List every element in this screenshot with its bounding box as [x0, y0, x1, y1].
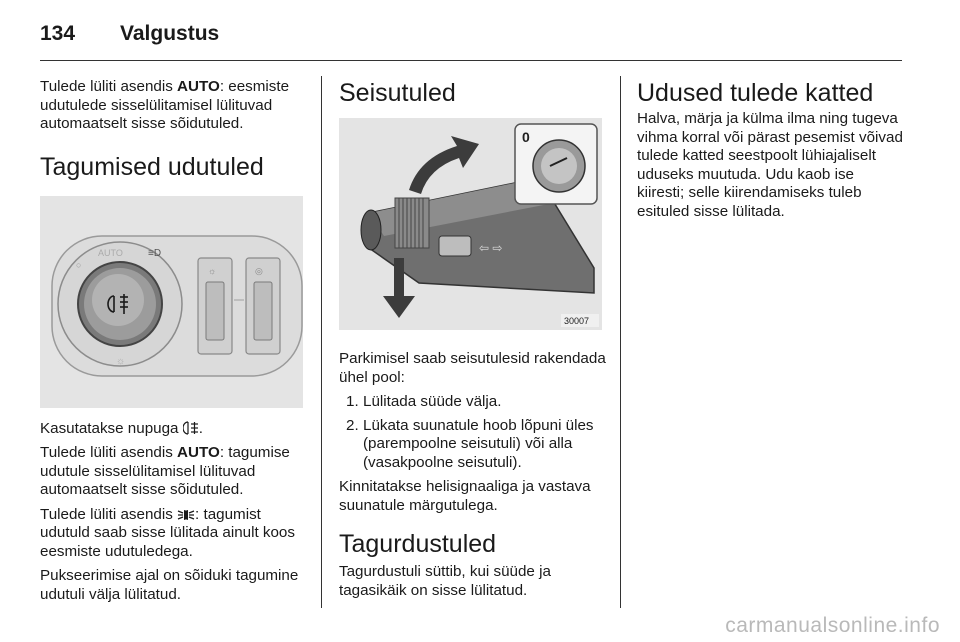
- light-switch-figure: [40, 196, 303, 408]
- svg-text:○: ○: [76, 259, 82, 270]
- list-item: 1. Lülitada süüde välja.: [346, 393, 502, 410]
- section-heading-fogged-covers: Udused tulede katted: [637, 79, 874, 107]
- svg-text:◎: ◎: [255, 265, 263, 276]
- paragraph-towing: Pukseerimise ajal on sõiduki tagumine udutuli välja lülitatud.: [40, 567, 299, 603]
- paragraph-reversing: Tagurdustuli süttib, kui süüde ja tagasikäik on sisse lülitatud.: [339, 563, 551, 599]
- section-heading-rear-fog: Tagumised udutuled: [40, 152, 264, 181]
- column-right: [637, 78, 905, 227]
- section-heading-reversing-lights: Tagurdustuled: [339, 530, 497, 558]
- side-light-icon: [177, 509, 195, 521]
- paragraph-sidelight: Tulede lüliti asendis : tagumist udutuld saab sisse lülitada ainult koos eesmiste udutuledega.: [40, 505, 295, 560]
- turn-signal-lever-figure: [339, 118, 602, 330]
- column-left: [40, 78, 308, 610]
- paragraph-parking-intro: Parkimisel saab seisutulesid rakendada ühel pool:: [339, 350, 606, 386]
- list-item: 2. Lükata suunatule hoob lõpuni üles (parempoolne seisutuli) või alla (vasakpoolne seisutuli).: [346, 416, 594, 471]
- column-middle: [339, 78, 607, 606]
- dial-auto-label: AUTO: [98, 247, 123, 258]
- svg-text:☼: ☼: [208, 265, 217, 276]
- section-heading-parking-lights: Seisutuled: [339, 79, 456, 107]
- paragraph-fogged-covers: Halva, märja ja külma ilma ning tugeva vihma korral või pärast pesemist võivad tulede katted seestpoolt lühiajaliselt uduseks muutuda. Udu kaob ise kiiresti; selle kiirendamiseks tuleb esituled sisse lülitada.: [637, 110, 903, 220]
- svg-text:≡D: ≡D: [148, 247, 162, 259]
- column-divider-2: [620, 76, 621, 608]
- parking-steps-list: [339, 393, 607, 472]
- page-header: [40, 18, 920, 62]
- header-divider: [40, 60, 902, 61]
- inset-zero-label: 0: [522, 129, 530, 145]
- column-divider-1: [321, 76, 322, 608]
- svg-text:⇦ ⇨: ⇦ ⇨: [479, 241, 503, 255]
- chapter-title: Valgustus: [120, 22, 220, 45]
- page-number: 134: [40, 22, 76, 45]
- svg-text:☼: ☼: [116, 355, 126, 367]
- paragraph-button: Kasutatakse nupuga .: [40, 419, 203, 437]
- paragraph-auto-front-fog: Tulede lüliti asendis AUTO: eesmiste udutulede sisselülitamisel lülituvad automaatselt sisse sõidutuled.: [40, 78, 290, 132]
- figure-number: 30007: [564, 316, 590, 326]
- rear-fog-light-icon: [183, 421, 199, 435]
- paragraph-confirmation: Kinnitatakse helisignaaliga ja vastava suunatule märgutulega.: [339, 478, 591, 514]
- paragraph-auto-rear-fog: Tulede lüliti asendis AUTO: tagumise udutule sisselülitamisel lülituvad automaatselt sisse sõidutuled.: [40, 444, 290, 498]
- watermark: carmanualsonline.info: [725, 614, 940, 637]
